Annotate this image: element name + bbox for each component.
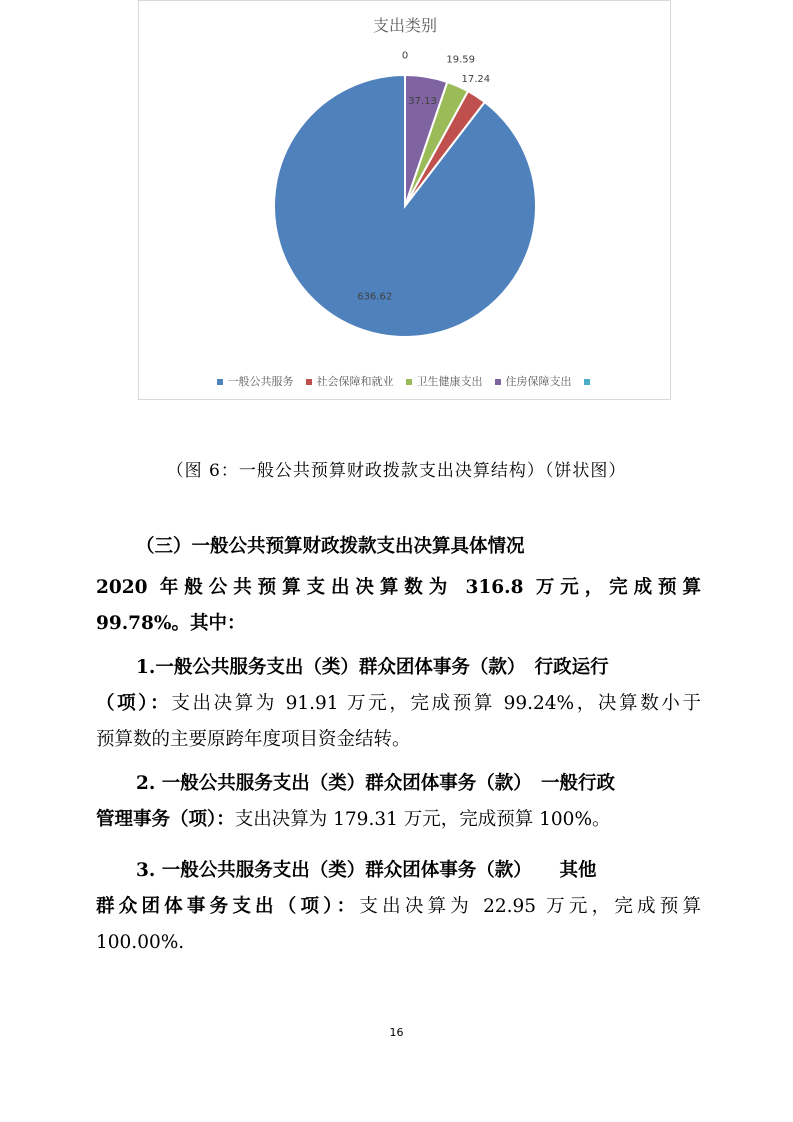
legend-swatch-3 bbox=[406, 379, 412, 385]
legend-item-2 bbox=[306, 373, 394, 389]
legend-swatch-1 bbox=[217, 379, 223, 385]
legend-swatch-5 bbox=[584, 379, 590, 385]
pie-label-5: 0 bbox=[401, 50, 409, 62]
item-1-line-2 bbox=[96, 686, 701, 722]
intro-line-1: 2020 年般公共预算支出决算数为 316.8 万元，完成预算 bbox=[96, 577, 701, 598]
legend-label-3: 卫生健康支出 bbox=[416, 375, 483, 388]
item-2-line-1: 2. 一般公共服务支出（类）群众团体事务（款） 一般行政 bbox=[136, 773, 616, 794]
legend-label-4: 住房保障支出 bbox=[505, 375, 572, 388]
chart-title: 支出类别 bbox=[372, 16, 438, 35]
pie-label-1: 636.62 bbox=[357, 291, 393, 303]
intro-paragraph bbox=[96, 570, 701, 642]
item-1-text: 支出决算为 91.91 万元，完成预算 99.24%，决算数小于 bbox=[171, 693, 701, 714]
chart-legend bbox=[139, 373, 672, 389]
pie-chart bbox=[138, 0, 671, 400]
item-3-line-3: 100.00%. bbox=[96, 932, 185, 953]
pie-label-4: 37.13 bbox=[408, 96, 437, 108]
legend-item-1 bbox=[217, 373, 294, 389]
legend-label-2: 社会保障和就业 bbox=[316, 375, 394, 388]
figure-caption: （图 6：一般公共预算财政拨款支出决算结构）（饼状图） bbox=[166, 461, 627, 481]
pie-label-3: 19.59 bbox=[446, 54, 475, 66]
item-2-text: 支出决算为 179.31 万元，完成预算 100%。 bbox=[234, 809, 611, 830]
item-1-paragraph bbox=[96, 650, 701, 758]
item-3-line-1: 3. 一般公共服务支出（类）群众团体事务（款） 其他 bbox=[136, 860, 597, 881]
item-2-paragraph bbox=[96, 766, 701, 838]
item-3-line-2 bbox=[96, 889, 701, 925]
item-3-label: 群众团体事务支出（项）： bbox=[96, 896, 360, 917]
legend-label-1: 一般公共服务 bbox=[227, 375, 294, 388]
item-2-line-2 bbox=[96, 802, 701, 838]
item-3-text: 支出决算为 22.95 万元，完成预算 bbox=[359, 896, 701, 917]
legend-item-3 bbox=[406, 373, 483, 389]
legend-item-4 bbox=[495, 373, 572, 389]
item-1-line-3: 预算数的主要原跨年度项目资金结转。 bbox=[96, 729, 411, 750]
item-3-paragraph bbox=[96, 853, 701, 961]
legend-item-5 bbox=[584, 375, 595, 388]
section-heading: （三）一般公共预算财政拨款支出决算具体情况 bbox=[136, 536, 525, 557]
legend-swatch-4 bbox=[495, 379, 501, 385]
legend-swatch-2 bbox=[306, 379, 312, 385]
item-1-line-1: 1.一般公共服务支出（类）群众团体事务（款） 行政运行 bbox=[136, 657, 609, 678]
page-number: 16 bbox=[389, 1026, 404, 1039]
pie-label-2: 17.24 bbox=[461, 73, 491, 85]
intro-line-2: 99.78%。其中： bbox=[96, 613, 246, 634]
pie-chart-svg bbox=[139, 1, 672, 401]
item-1-label: （项）： bbox=[96, 693, 172, 714]
item-2-label: 管理事务（项）： bbox=[96, 809, 235, 830]
